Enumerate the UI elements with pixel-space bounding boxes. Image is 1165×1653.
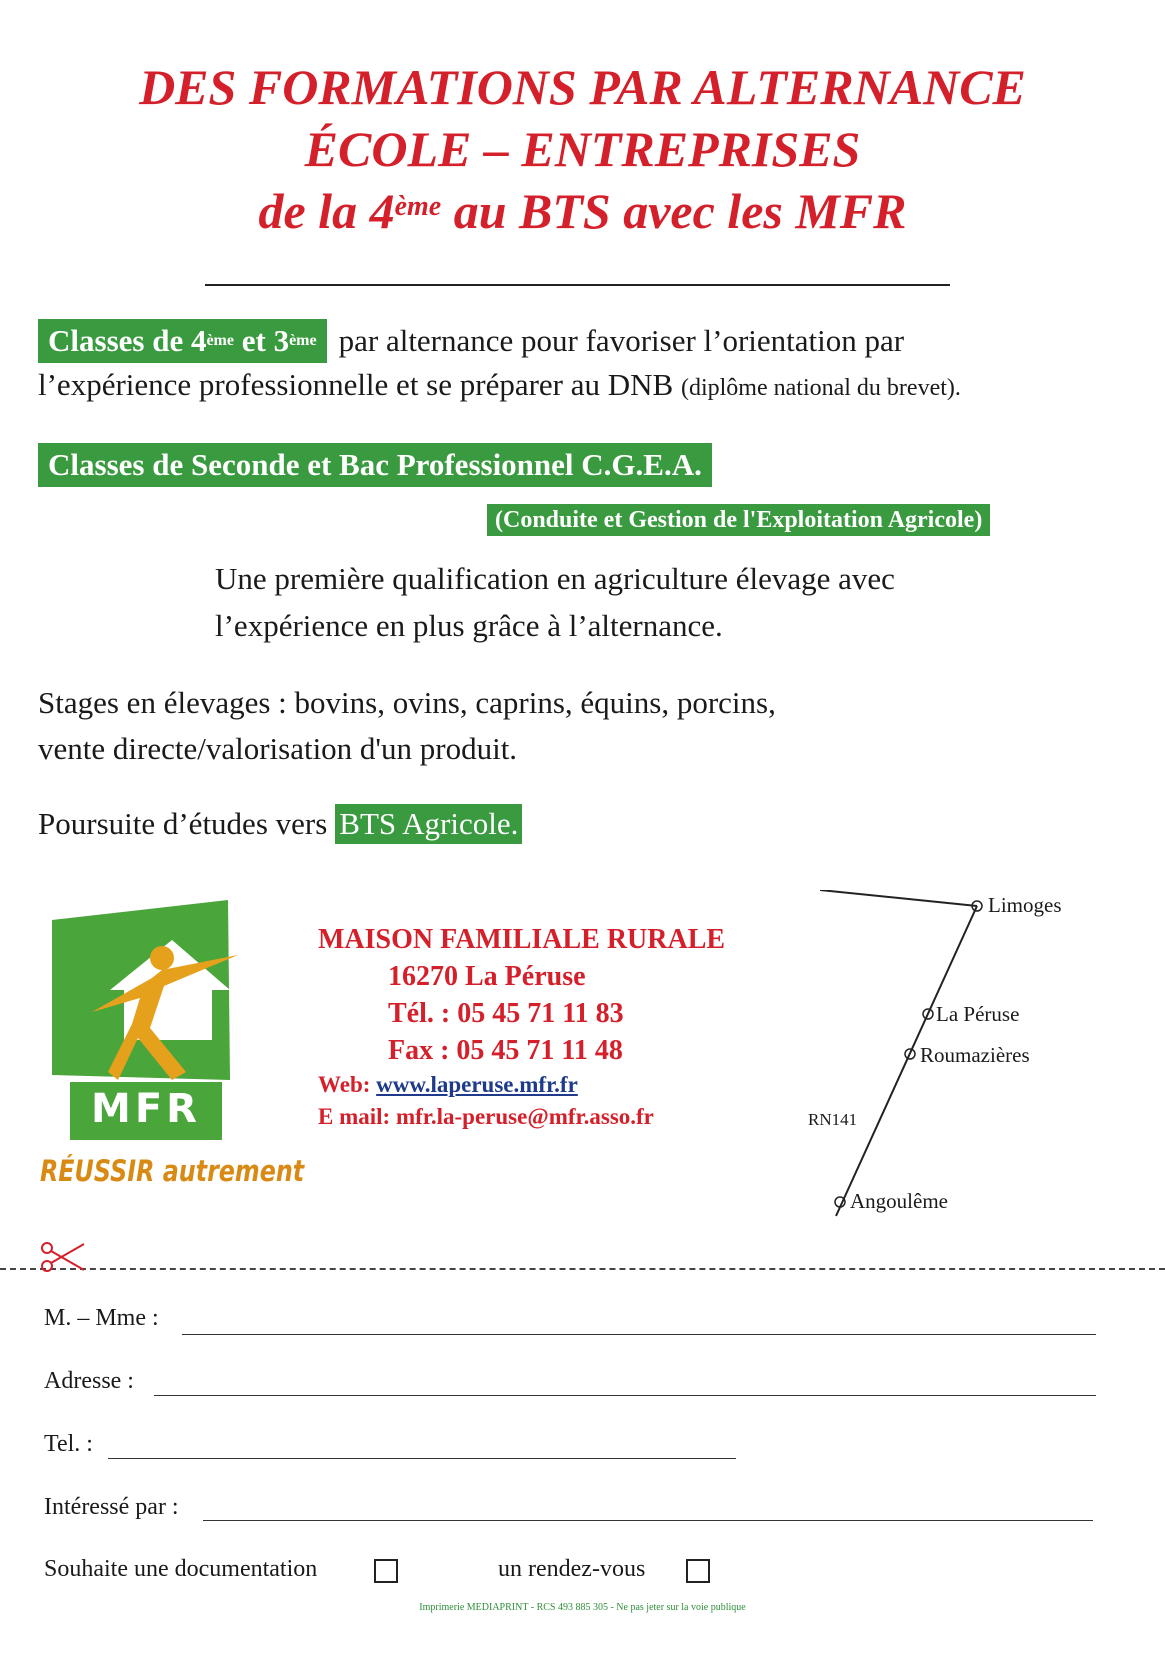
dnb-note: (diplôme national du brevet). — [680, 375, 961, 401]
printer-footer: Imprimerie MEDIAPRINT - RCS 493 885 305 - Ne pas jeter sur la voie publique — [419, 1602, 746, 1613]
interest-label: Intéressé par : — [44, 1494, 179, 1520]
cut-line — [0, 1268, 1165, 1270]
poursuite-text: Poursuite d’études vers — [38, 806, 328, 841]
mfr-tagline: RÉUSSIR autrement — [40, 1154, 305, 1188]
map-limoges: Limoges — [988, 893, 1062, 917]
contact-name: MAISON FAMILIALE RURALE — [318, 924, 726, 955]
address-field[interactable] — [154, 1395, 1096, 1396]
tel-label: Tel. : — [44, 1431, 93, 1457]
mfr-logo-text: MFR — [91, 1086, 201, 1132]
rdv-checkbox[interactable] — [686, 1559, 710, 1583]
title-line-1: DES FORMATIONS PAR ALTERNANCE — [139, 59, 1026, 115]
college-text-1: par alternance pour favoriser l’orientation par — [338, 323, 905, 358]
poursuite-line — [38, 801, 522, 847]
bac-pro-text-1: Une première qualification en agriculture élevage avec — [215, 561, 895, 596]
title-line-2: ÉCOLE – ENTREPRISES — [304, 121, 861, 177]
map-angouleme: Angoulême — [850, 1189, 948, 1213]
contact-tel: Tél. : 05 45 71 11 83 — [388, 998, 624, 1029]
badge-bts: BTS Agricole. — [335, 804, 522, 844]
web-link[interactable]: www.laperuse.mfr.fr — [376, 1072, 578, 1097]
badge-classes-4-3: Classes de 4ème et 3ème — [38, 319, 327, 363]
name-label: M. – Mme : — [44, 1305, 159, 1331]
interest-field[interactable] — [203, 1520, 1093, 1521]
title-line-3-sup: ème — [394, 191, 442, 222]
name-field[interactable] — [182, 1334, 1096, 1335]
section-bac-pro — [38, 443, 712, 487]
map-roumazieres: Roumazières — [920, 1043, 1030, 1067]
stages-text-1: Stages en élevages : bovins, ovins, caprins, équins, porcins, — [38, 685, 776, 720]
badge-cgea: (Conduite et Gestion de l'Exploitation Agricole) — [487, 504, 990, 536]
documentation-label: Souhaite une documentation — [44, 1556, 318, 1582]
map-la-peruse: La Péruse — [936, 1002, 1020, 1026]
title-line-3-end: au BTS avec les MFR — [441, 183, 907, 239]
contact-city: 16270 La Péruse — [388, 961, 586, 992]
contact-email[interactable]: E mail: mfr.la-peruse@mfr.asso.fr — [318, 1104, 654, 1129]
title-line-3 — [0, 180, 1165, 242]
tel-field[interactable] — [108, 1458, 736, 1459]
scissors-icon — [40, 1240, 88, 1276]
badge-cgea-wrap — [487, 504, 990, 536]
map-road: RN141 — [808, 1110, 858, 1129]
address-label: Adresse : — [44, 1368, 134, 1394]
rdv-label: un rendez-vous — [498, 1556, 646, 1582]
bac-pro-text-2: l’expérience en plus grâce à l’alternance. — [215, 608, 723, 643]
contact-web: Web: www.laperuse.mfr.fr — [318, 1072, 578, 1097]
contact-fax: Fax : 05 45 71 11 48 — [388, 1035, 623, 1066]
college-text-2: l’expérience professionnelle et se préparer au DNB (diplôme national du brevet). — [38, 367, 961, 402]
mfr-logo — [40, 900, 305, 1188]
title-divider — [205, 284, 950, 286]
badge-bac-pro: Classes de Seconde et Bac Professionnel C.G.E.A. — [38, 443, 712, 487]
section-college — [38, 318, 904, 364]
stages-text-2: vente directe/valorisation d'un produit. — [38, 731, 518, 766]
documentation-checkbox[interactable] — [374, 1559, 398, 1583]
title-line-3-start: de la 4 — [258, 183, 395, 239]
